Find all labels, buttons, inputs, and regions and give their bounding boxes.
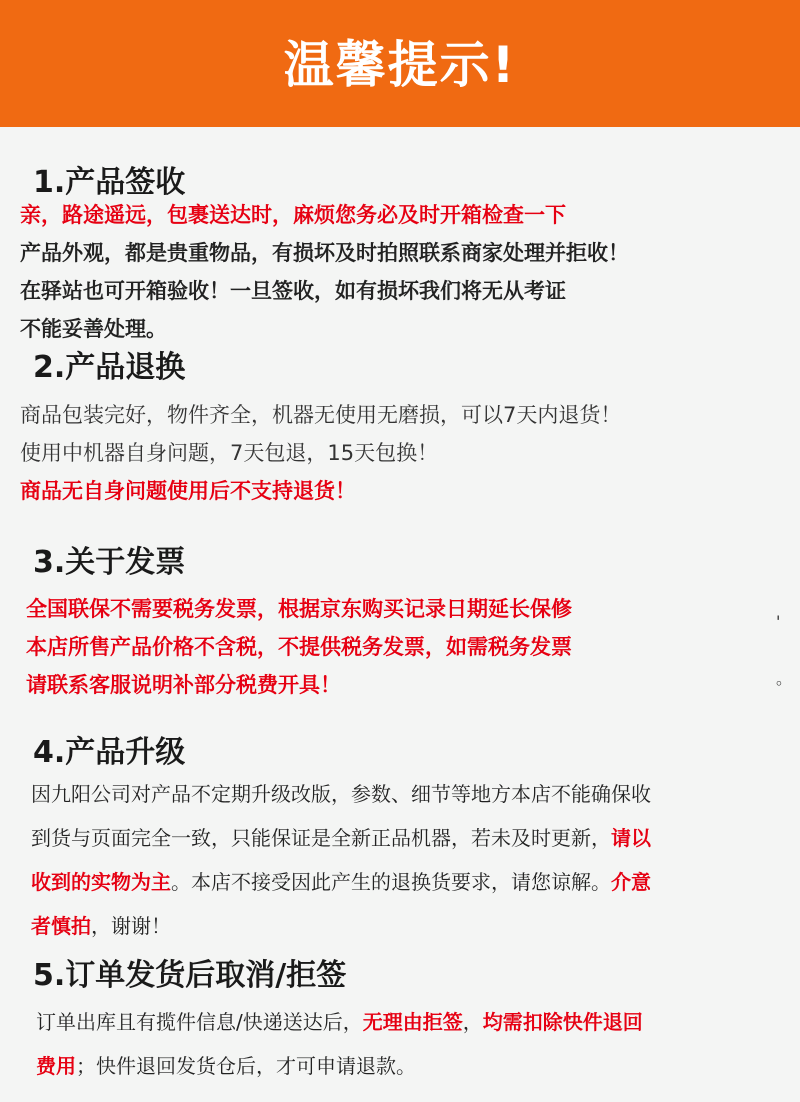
cancel-line-2: 费用；快件退回发货仓后，才可申请退款。 <box>36 1054 416 1078</box>
section-heading-returns: 2.产品退换 <box>33 350 186 385</box>
receipt-line-2: 产品外观，都是贵重物品，有损坏及时拍照联系商家处理并拒收！ <box>20 241 629 265</box>
invoice-line-1: 全国联保不需要税务发票，根据京东购买记录日期延长保修 <box>26 597 572 621</box>
section-body-cancel-reject <box>36 1000 800 1088</box>
section-heading-product-receipt: 1.产品签收 <box>33 165 186 200</box>
receipt-line-4: 不能妥善处理。 <box>20 317 167 341</box>
cancel-line-1: 订单出库且有揽件信息/快递送达后，无理由拒签，均需扣除快件退回 <box>36 1010 643 1034</box>
receipt-line-1: 亲，路途遥远，包裹送达时，麻烦您务必及时开箱检查一下 <box>20 203 566 227</box>
section-body-upgrade <box>31 772 800 948</box>
header-banner <box>0 0 800 127</box>
banner-title: 温馨提示! <box>283 35 517 94</box>
stray-mark-2: 。 <box>776 669 793 688</box>
section-body-returns <box>20 396 790 510</box>
returns-line-1: 商品包装完好，物件齐全，机器无使用无磨损，可以7天内退货！ <box>20 403 622 427</box>
upgrade-line-3: 收到的实物为主。本店不接受因此产生的退换货要求，请您谅解。介意 <box>31 870 651 894</box>
stray-mark-1: ' <box>776 612 781 631</box>
section-body-product-receipt <box>20 196 790 348</box>
upgrade-line-1: 因九阳公司对产品不定期升级改版，参数、细节等地方本店不能确保收 <box>31 782 651 806</box>
invoice-line-3: 请联系客服说明补部分税费开具！ <box>26 673 341 697</box>
invoice-line-2: 本店所售产品价格不含税，不提供税务发票，如需税务发票 <box>26 635 572 659</box>
section-heading-cancel-reject: 5.订单发货后取消/拒签 <box>33 958 347 993</box>
returns-line-2: 使用中机器自身问题，7天包退，15天包换！ <box>20 441 439 465</box>
upgrade-line-2: 到货与页面完全一致，只能保证是全新正品机器，若未及时更新，请以 <box>31 826 651 850</box>
returns-line-3: 商品无自身问题使用后不支持退货！ <box>20 479 356 503</box>
section-heading-invoice: 3.关于发票 <box>33 545 186 580</box>
section-body-invoice <box>26 590 796 704</box>
section-heading-upgrade: 4.产品升级 <box>33 735 186 770</box>
receipt-line-3: 在驿站也可开箱验收！一旦签收，如有损坏我们将无从考证 <box>20 279 566 303</box>
upgrade-line-4: 者慎拍，谢谢！ <box>31 914 171 938</box>
